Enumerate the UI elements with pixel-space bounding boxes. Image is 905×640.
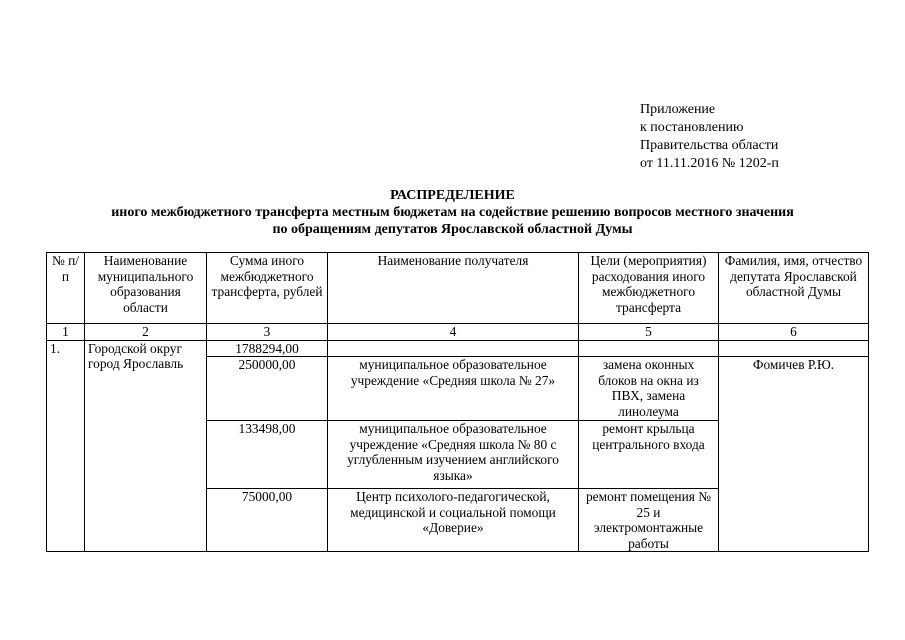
sum-cell: 133498,00 [207, 421, 328, 489]
sum-cell: 75000,00 [207, 489, 328, 552]
recipient-cell: муниципальное образовательное учреждение «Средняя школа № 80 с углубленным изучением английского языка» [328, 421, 579, 489]
column-number: 4 [328, 324, 579, 341]
header-number: № п/п [47, 253, 85, 324]
header-municipality: Наименование муниципального образования области [85, 253, 207, 324]
empty-cell [328, 340, 579, 357]
header-deputy: Фамилия, имя, отчество депутата Ярославской областной Думы [719, 253, 869, 324]
purpose-cell: ремонт крыльца центрального входа [579, 421, 719, 489]
municipality-cell: Городской округ город Ярославль [85, 340, 207, 552]
appendix-line: Приложение [640, 102, 716, 117]
deputy-cell: Фомичев Р.Ю. [719, 357, 869, 552]
column-number-row [47, 324, 869, 341]
column-number: 6 [719, 324, 869, 341]
header-recipient: Наименование получателя [328, 253, 579, 324]
empty-cell [579, 340, 719, 357]
table-header-row [47, 253, 869, 324]
empty-cell [719, 340, 869, 357]
column-number: 5 [579, 324, 719, 341]
purpose-cell: ремонт помещения № 25 и электромонтажные работы [579, 489, 719, 552]
document-heading [0, 187, 905, 238]
purpose-cell: замена оконных блоков на окна из ПВХ, замена линолеума [579, 357, 719, 421]
recipient-cell: Центр психолого-педагогической, медицинской и социальной помощи «Доверие» [328, 489, 579, 552]
header-sum: Сумма иного межбюджетного трансферта, рублей [207, 253, 328, 324]
heading-subtitle-line: иного межбюджетного трансферта местным бюджетам на содействие решению вопросов местного значения [111, 205, 794, 220]
column-number: 2 [85, 324, 207, 341]
table-row [47, 340, 869, 357]
heading-subtitle-line: по обращениям депутатов Ярославской областной Думы [272, 222, 633, 237]
heading-title: РАСПРЕДЕЛЕНИЕ [390, 188, 515, 203]
header-purpose: Цели (мероприятия) расходования иного межбюджетного трансферта [579, 253, 719, 324]
column-number: 3 [207, 324, 328, 341]
appendix-line: Правительства области [640, 138, 779, 153]
appendix-block [640, 101, 779, 173]
appendix-line: к постановлению [640, 120, 744, 135]
distribution-table [46, 252, 869, 552]
total-sum-cell: 1788294,00 [207, 340, 328, 357]
recipient-cell: муниципальное образовательное учреждение «Средняя школа № 27» [328, 357, 579, 421]
appendix-line: от 11.11.2016 № 1202-п [640, 156, 779, 171]
sum-cell: 250000,00 [207, 357, 328, 421]
column-number: 1 [47, 324, 85, 341]
row-number: 1. [47, 340, 85, 552]
